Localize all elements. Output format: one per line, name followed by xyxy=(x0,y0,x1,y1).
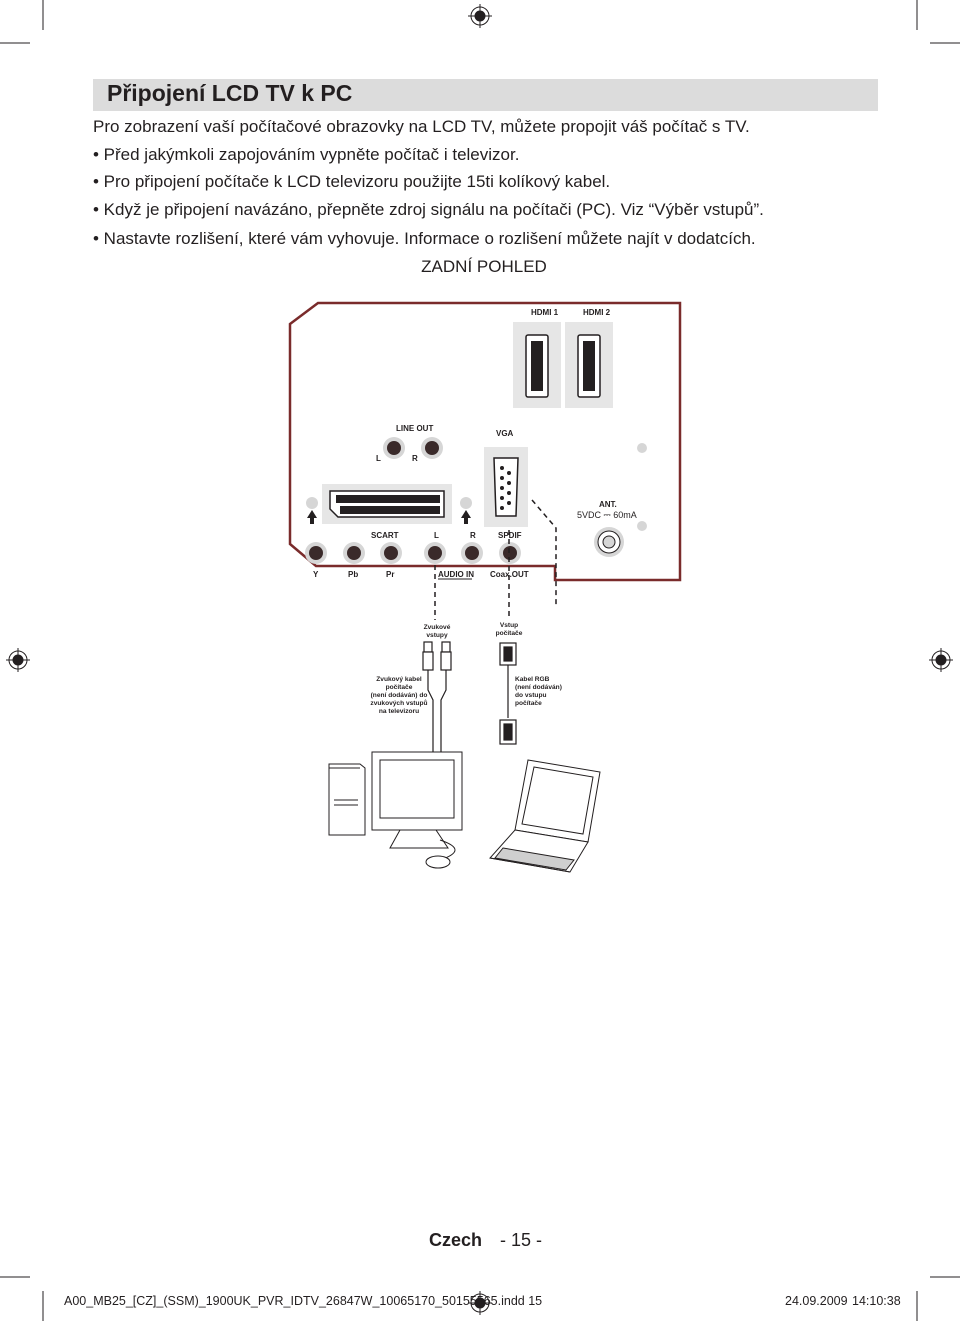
coax-out-label: Coax.OUT xyxy=(490,570,529,579)
pr-label: Pr xyxy=(386,570,395,579)
bullet-item: • Pro připojení počítače k LCD televizoru použijte 15ti kolíkový kabel. xyxy=(93,172,611,191)
page-number: - 15 - xyxy=(500,1230,543,1250)
pb-label: Pb xyxy=(348,570,359,579)
rgb-cable xyxy=(500,643,516,744)
hdmi1-port xyxy=(513,322,561,408)
ant-label: ANT. xyxy=(599,500,617,509)
hdmi1-label: HDMI 1 xyxy=(531,308,559,317)
y-label: Y xyxy=(313,570,319,579)
audio-cable-note: Zvukový kabel počítače (není dodáván) do zvukových vstupů na televizoru xyxy=(370,676,428,715)
audio-in-label: AUDIO IN xyxy=(438,570,474,579)
pc-tower xyxy=(329,764,365,835)
print-time: 14:10:38 xyxy=(852,1294,901,1308)
laptop xyxy=(490,760,600,872)
pc-input-note: Vstup počítače xyxy=(495,622,523,637)
line-out-r-label: R xyxy=(412,454,418,463)
hdmi2-port xyxy=(565,322,613,408)
footer-language: Czech xyxy=(429,1230,483,1250)
bullet-item: • Před jakýmkoli zapojováním vypněte počítač i televizor. xyxy=(93,145,520,164)
intro-text: Pro zobrazení vaší počítačové obrazovky na LCD TV, můžete propojit váš počítač s TV. xyxy=(93,117,750,136)
line-out-l-label: L xyxy=(376,454,381,463)
power-label: 5VDC ⎓ 60mA xyxy=(577,510,637,520)
page-heading: Připojení LCD TV k PC xyxy=(107,80,353,106)
rgb-cable-note: Kabel RGB (není dodáván) do vstupu počítače xyxy=(515,676,562,707)
rca-jacks xyxy=(305,542,521,564)
section-title: ZADNÍ POHLED xyxy=(421,257,547,276)
scart-label: SCART xyxy=(371,531,399,540)
hdmi2-label: HDMI 2 xyxy=(583,308,611,317)
line-out-label: LINE OUT xyxy=(396,424,434,433)
audio-l-label: L xyxy=(434,531,439,540)
vga-port xyxy=(484,447,528,527)
audio-inputs-note: Zvukové vstupy xyxy=(423,624,451,639)
monitor xyxy=(372,752,462,868)
bullet-item: • Když je připojení navázáno, přepněte zdroj signálu na počítači (PC). Viz “Výběr vstupů”. xyxy=(93,200,764,219)
bullet-item: • Nastavte rozlišení, které vám vyhovuje. Informace o rozlišení můžete najít v dodatcích. xyxy=(93,229,756,248)
print-date: 24.09.2009 xyxy=(785,1294,848,1308)
audio-r-label: R xyxy=(470,531,476,540)
antenna-port xyxy=(594,527,624,557)
spdif-label: SPDIF xyxy=(498,531,522,540)
vga-label: VGA xyxy=(496,429,514,438)
scart-port xyxy=(322,484,452,524)
file-name: A00_MB25_[CZ]_(SSM)_1900UK_PVR_IDTV_26847W_10065170_50155565.indd 15 xyxy=(64,1294,543,1308)
